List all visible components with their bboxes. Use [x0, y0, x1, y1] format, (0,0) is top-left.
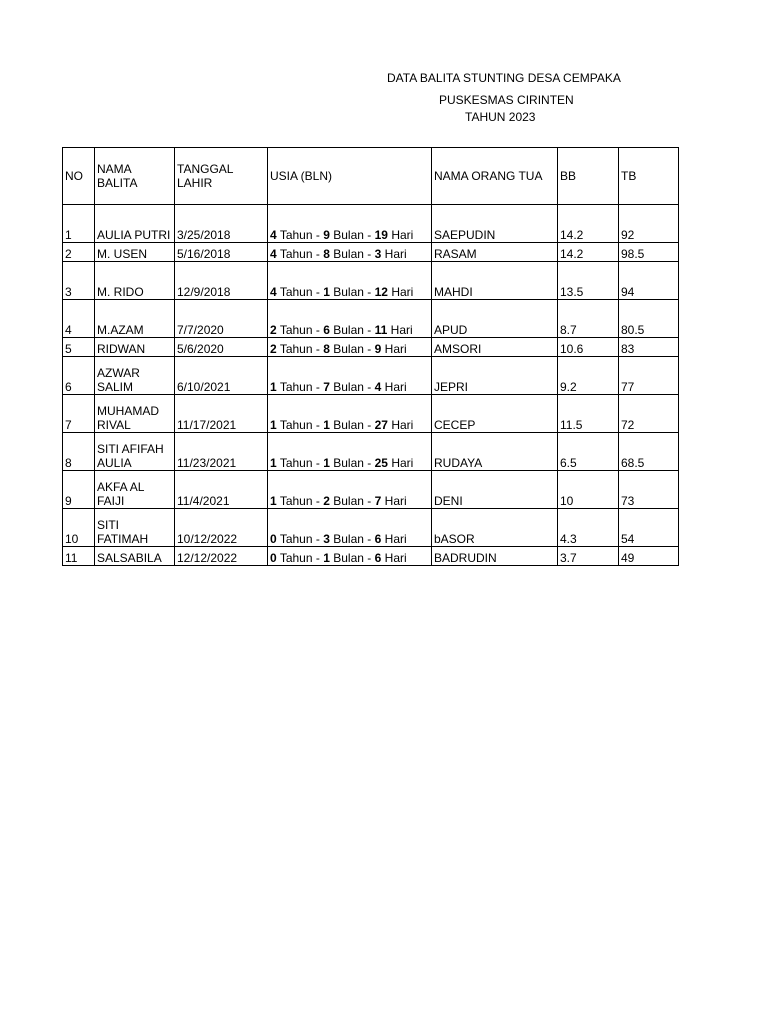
- usia-number: 1: [323, 285, 330, 299]
- usia-number: 1: [270, 456, 277, 470]
- cell-nama-balita: SITI FATIMAH: [95, 509, 175, 547]
- cell-tanggal-lahir: 5/6/2020: [175, 338, 268, 357]
- cell-tanggal-lahir: 5/16/2018: [175, 243, 268, 262]
- usia-number: 1: [323, 456, 330, 470]
- usia-unit: Bulan: [333, 323, 364, 337]
- cell-no: 1: [63, 205, 95, 243]
- cell-tanggal-lahir: 11/23/2021: [175, 433, 268, 471]
- usia-number: 19: [374, 228, 388, 242]
- cell-no: 3: [63, 262, 95, 300]
- cell-nama-orang-tua: bASOR: [432, 509, 558, 547]
- cell-tb: 54: [619, 509, 679, 547]
- cell-tb: 94: [619, 262, 679, 300]
- usia-unit: Tahun: [279, 532, 313, 546]
- cell-nama-orang-tua: MAHDI: [432, 262, 558, 300]
- usia-unit: Hari: [384, 532, 407, 546]
- cell-bb: 6.5: [558, 433, 619, 471]
- cell-bb: 13.5: [558, 262, 619, 300]
- cell-tanggal-lahir: 11/4/2021: [175, 471, 268, 509]
- usia-unit: -: [315, 342, 320, 356]
- cell-tb: 68.5: [619, 433, 679, 471]
- usia-unit: Bulan: [333, 418, 364, 432]
- usia-number: 4: [270, 285, 277, 299]
- usia-number: 1: [270, 494, 277, 508]
- cell-tanggal-lahir: 12/9/2018: [175, 262, 268, 300]
- usia-unit: -: [315, 551, 320, 565]
- cell-nama-balita: AKFA AL FAIJI: [95, 471, 175, 509]
- usia-number: 25: [374, 456, 388, 470]
- cell-nama-orang-tua: DENI: [432, 471, 558, 509]
- usia-number: 3: [374, 247, 382, 261]
- usia-number: 2: [270, 342, 277, 356]
- usia-unit: Tahun: [279, 228, 313, 242]
- cell-usia: [268, 300, 432, 338]
- cell-no: 2: [63, 243, 95, 262]
- cell-usia: [268, 262, 432, 300]
- cell-bb: 14.2: [558, 243, 619, 262]
- cell-nama-balita: AULIA PUTRI: [95, 205, 175, 243]
- usia-unit: Hari: [384, 342, 407, 356]
- usia-number: 7: [374, 494, 382, 508]
- usia-unit: Tahun: [279, 342, 313, 356]
- cell-nama-orang-tua: BADRUDIN: [432, 547, 558, 566]
- cell-usia: [268, 205, 432, 243]
- title-line-3: TAHUN 2023: [465, 110, 536, 124]
- cell-bb: 10.6: [558, 338, 619, 357]
- cell-no: 6: [63, 357, 95, 395]
- usia-unit: Tahun: [279, 323, 313, 337]
- usia-unit: Bulan: [333, 532, 364, 546]
- usia-unit: Tahun: [279, 456, 313, 470]
- cell-nama-balita: SITI AFIFAH AULIA: [95, 433, 175, 471]
- cell-nama-orang-tua: JEPRI: [432, 357, 558, 395]
- header-nama-balita: NAMA BALITA: [95, 148, 175, 205]
- usia-unit: Hari: [391, 456, 414, 470]
- usia-unit: -: [367, 456, 372, 470]
- cell-no: 8: [63, 433, 95, 471]
- usia-number: 8: [323, 247, 330, 261]
- cell-no: 7: [63, 395, 95, 433]
- cell-usia: [268, 357, 432, 395]
- usia-unit: Hari: [384, 551, 407, 565]
- cell-bb: 3.7: [558, 547, 619, 566]
- usia-unit: -: [315, 247, 320, 261]
- usia-number: 12: [374, 285, 388, 299]
- usia-number: 9: [323, 228, 330, 242]
- usia-number: 2: [323, 494, 330, 508]
- table-row: [63, 395, 679, 433]
- usia-unit: Hari: [391, 228, 414, 242]
- usia-number: 1: [323, 551, 330, 565]
- cell-usia: [268, 243, 432, 262]
- usia-unit: Hari: [384, 247, 407, 261]
- usia-unit: -: [367, 532, 372, 546]
- cell-tb: 98.5: [619, 243, 679, 262]
- cell-usia: [268, 547, 432, 566]
- usia-unit: -: [315, 380, 320, 394]
- cell-nama-orang-tua: APUD: [432, 300, 558, 338]
- cell-usia: [268, 433, 432, 471]
- cell-bb: 9.2: [558, 357, 619, 395]
- usia-unit: -: [367, 551, 372, 565]
- usia-unit: -: [315, 228, 320, 242]
- usia-unit: Bulan: [333, 551, 364, 565]
- cell-usia: [268, 471, 432, 509]
- usia-unit: -: [315, 456, 320, 470]
- cell-bb: 4.3: [558, 509, 619, 547]
- cell-tanggal-lahir: 12/12/2022: [175, 547, 268, 566]
- cell-nama-balita: AZWAR SALIM: [95, 357, 175, 395]
- cell-tanggal-lahir: 6/10/2021: [175, 357, 268, 395]
- usia-unit: -: [367, 285, 372, 299]
- cell-tb: 80.5: [619, 300, 679, 338]
- usia-number: 4: [374, 380, 382, 394]
- cell-tb: 77: [619, 357, 679, 395]
- cell-nama-balita: M. USEN: [95, 243, 175, 262]
- table-row: [63, 205, 679, 243]
- usia-unit: -: [315, 323, 320, 337]
- table-row: [63, 262, 679, 300]
- usia-number: 6: [323, 323, 330, 337]
- usia-unit: Bulan: [333, 247, 364, 261]
- usia-unit: Hari: [384, 380, 407, 394]
- header-no: NO: [63, 148, 95, 205]
- usia-unit: Hari: [390, 323, 413, 337]
- cell-tb: 83: [619, 338, 679, 357]
- cell-nama-orang-tua: CECEP: [432, 395, 558, 433]
- usia-number: 2: [270, 323, 277, 337]
- usia-unit: Tahun: [279, 494, 313, 508]
- cell-nama-balita: SALSABILA: [95, 547, 175, 566]
- usia-unit: -: [367, 228, 372, 242]
- cell-usia: [268, 395, 432, 433]
- usia-unit: -: [315, 418, 320, 432]
- title-line-1: DATA BALITA STUNTING DESA CEMPAKA: [387, 71, 621, 85]
- usia-unit: Hari: [391, 418, 414, 432]
- usia-number: 4: [270, 247, 277, 261]
- cell-nama-orang-tua: RUDAYA: [432, 433, 558, 471]
- cell-tanggal-lahir: 11/17/2021: [175, 395, 268, 433]
- cell-tanggal-lahir: 3/25/2018: [175, 205, 268, 243]
- usia-unit: -: [367, 342, 372, 356]
- table-row: [63, 243, 679, 262]
- usia-number: 4: [270, 228, 277, 242]
- cell-tb: 49: [619, 547, 679, 566]
- cell-usia: [268, 338, 432, 357]
- usia-unit: Tahun: [279, 418, 313, 432]
- usia-number: 0: [270, 532, 277, 546]
- title-line-2: PUSKESMAS CIRINTEN: [439, 93, 574, 107]
- usia-unit: Bulan: [333, 228, 364, 242]
- usia-unit: -: [367, 418, 372, 432]
- usia-unit: Bulan: [333, 380, 364, 394]
- table-row: [63, 509, 679, 547]
- table-row: [63, 357, 679, 395]
- usia-unit: -: [367, 247, 372, 261]
- cell-no: 4: [63, 300, 95, 338]
- usia-unit: -: [367, 323, 372, 337]
- usia-number: 3: [323, 532, 330, 546]
- usia-number: 8: [323, 342, 330, 356]
- table-header-row: [63, 148, 679, 205]
- usia-number: 11: [374, 323, 388, 337]
- usia-unit: Tahun: [279, 285, 313, 299]
- usia-unit: -: [367, 380, 372, 394]
- usia-unit: -: [315, 285, 320, 299]
- usia-number: 1: [270, 418, 277, 432]
- cell-nama-balita: M.AZAM: [95, 300, 175, 338]
- table-row: [63, 338, 679, 357]
- cell-no: 10: [63, 509, 95, 547]
- cell-bb: 11.5: [558, 395, 619, 433]
- cell-bb: 14.2: [558, 205, 619, 243]
- cell-tanggal-lahir: 7/7/2020: [175, 300, 268, 338]
- usia-unit: Bulan: [333, 285, 364, 299]
- header-nama-orang-tua: NAMA ORANG TUA: [432, 148, 558, 205]
- usia-number: 6: [374, 551, 382, 565]
- usia-number: 27: [374, 418, 388, 432]
- table-row: [63, 300, 679, 338]
- header-tanggal-lahir: TANGGAL LAHIR: [175, 148, 268, 205]
- header-tb: TB: [619, 148, 679, 205]
- cell-nama-orang-tua: SAEPUDIN: [432, 205, 558, 243]
- cell-no: 5: [63, 338, 95, 357]
- usia-unit: Bulan: [333, 456, 364, 470]
- cell-tb: 92: [619, 205, 679, 243]
- cell-tb: 73: [619, 471, 679, 509]
- usia-number: 7: [323, 380, 330, 394]
- cell-tb: 72: [619, 395, 679, 433]
- usia-unit: Hari: [384, 494, 407, 508]
- usia-number: 6: [374, 532, 382, 546]
- usia-unit: Tahun: [279, 247, 313, 261]
- usia-number: 0: [270, 551, 277, 565]
- stunting-table: [62, 147, 679, 566]
- usia-unit: -: [315, 494, 320, 508]
- usia-unit: Bulan: [333, 494, 364, 508]
- table-row: [63, 471, 679, 509]
- usia-unit: Bulan: [333, 342, 364, 356]
- cell-nama-balita: M. RIDO: [95, 262, 175, 300]
- cell-nama-orang-tua: AMSORI: [432, 338, 558, 357]
- usia-unit: Hari: [391, 285, 414, 299]
- cell-nama-balita: MUHAMAD RIVAL: [95, 395, 175, 433]
- cell-bb: 8.7: [558, 300, 619, 338]
- usia-unit: -: [367, 494, 372, 508]
- usia-unit: Tahun: [279, 380, 313, 394]
- usia-number: 1: [270, 380, 277, 394]
- header-bb: BB: [558, 148, 619, 205]
- usia-unit: -: [315, 532, 320, 546]
- cell-nama-orang-tua: RASAM: [432, 243, 558, 262]
- cell-bb: 10: [558, 471, 619, 509]
- table-row: [63, 547, 679, 566]
- cell-usia: [268, 509, 432, 547]
- cell-tanggal-lahir: 10/12/2022: [175, 509, 268, 547]
- usia-unit: Tahun: [279, 551, 313, 565]
- cell-no: 11: [63, 547, 95, 566]
- cell-nama-balita: RIDWAN: [95, 338, 175, 357]
- usia-number: 1: [323, 418, 330, 432]
- table-row: [63, 433, 679, 471]
- header-usia: USIA (BLN): [268, 148, 432, 205]
- cell-no: 9: [63, 471, 95, 509]
- usia-number: 9: [374, 342, 382, 356]
